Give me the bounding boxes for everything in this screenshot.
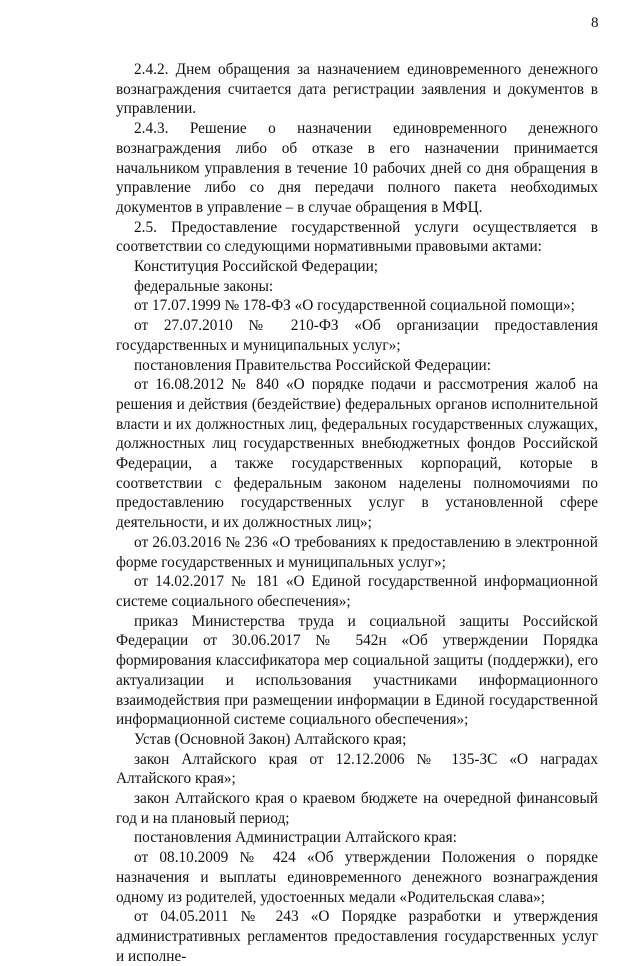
list-item-resolution-181: от 14.02.2017 № 181 «О Единой государственной информационной системе социального обеспечения»; [116,573,598,610]
list-item-altai-resolution-243: от 04.05.2011 № 243 «О Порядке разработки и утверждения административных регламентов предоставления государственных услуг и исполне- [116,908,598,965]
list-item-altai-charter: Устав (Основной Закон) Алтайского края; [134,730,407,748]
list-item-altai-resolution-424: от 08.10.2009 № 424 «Об утверждении Положения о порядке назначения и выплаты единовременного денежного вознаграждения одному из родителей, удостоенных медали «Родительская слава»; [116,849,598,906]
list-item-constitution: Конституция Российской Федерации; [134,258,379,276]
list-heading-altai-resolutions: постановления Администрации Алтайского края: [134,829,457,847]
list-item-law-178fz: от 17.07.1999 № 178-ФЗ «О государственной социальной помощи»; [134,297,575,315]
document-body [116,60,598,966]
list-item-resolution-236: от 26.03.2016 № 236 «О требованиях к предоставлению в электронной форме государственных и муниципальных услуг»; [116,533,598,571]
page-number: 8 [591,15,599,31]
list-item-altai-budget-law: закон Алтайского края о краевом бюджете на очередной финансовый год и на плановый период; [116,790,598,827]
list-item-law-210fz: от 27.07.2010 № 210-ФЗ «Об организации предоставления государственных и муниципальных услуг»; [116,317,598,354]
list-item-order-542n: приказ Министерства труда и социальной защиты Российской Федерации от 30.06.2017 № 542н «Об утверждении Порядка формирования классификатора мер социальной защиты (поддержки), его актуализации и использования участниками информационного взаимодействия при размещении информации в Единой государственной информационной системе социального обеспечения»; [116,612,598,729]
list-item-altai-law-135zs: закон Алтайского края от 12.12.2006 № 135-ЗС «О наградах Алтайского края»; [116,750,598,788]
list-heading-government-resolutions: постановления Правительства Российской Федерации: [134,356,491,374]
paragraph-2-4-3: 2.4.3. Решение о назначении единовременного денежного вознаграждения либо об отказе в его назначении принимается начальником управления в течение 10 рабочих дней со дня обращения в управление либо со дня передачи полного пакета необходимых документов в управление – в случае обращения в МФЦ. [116,120,598,216]
paragraph-2-4-2: 2.4.2. Днем обращения за назначением единовременного денежного вознаграждения считается дата регистрации заявления и документов в управлении. [116,61,598,118]
paragraph-2-5: 2.5. Предоставление государственной услуги осуществляется в соответствии со следующими нормативными правовыми актами: [116,218,598,256]
list-heading-federal-laws: федеральные законы: [134,277,274,295]
list-item-resolution-840: от 16.08.2012 № 840 «О порядке подачи и рассмотрения жалоб на решения и действия (бездействие) федеральных органов исполнительной власти и их должностных лиц, федеральных государственных служащих, должностных лиц государственных внебюджетных фондов Российской Федерации, а также государственных корпораций, которые в соответствии с федеральным законом наделены полномочиями по предоставлению государственных услуг в установленной сфере деятельности, и их должностных лиц»; [116,376,598,532]
